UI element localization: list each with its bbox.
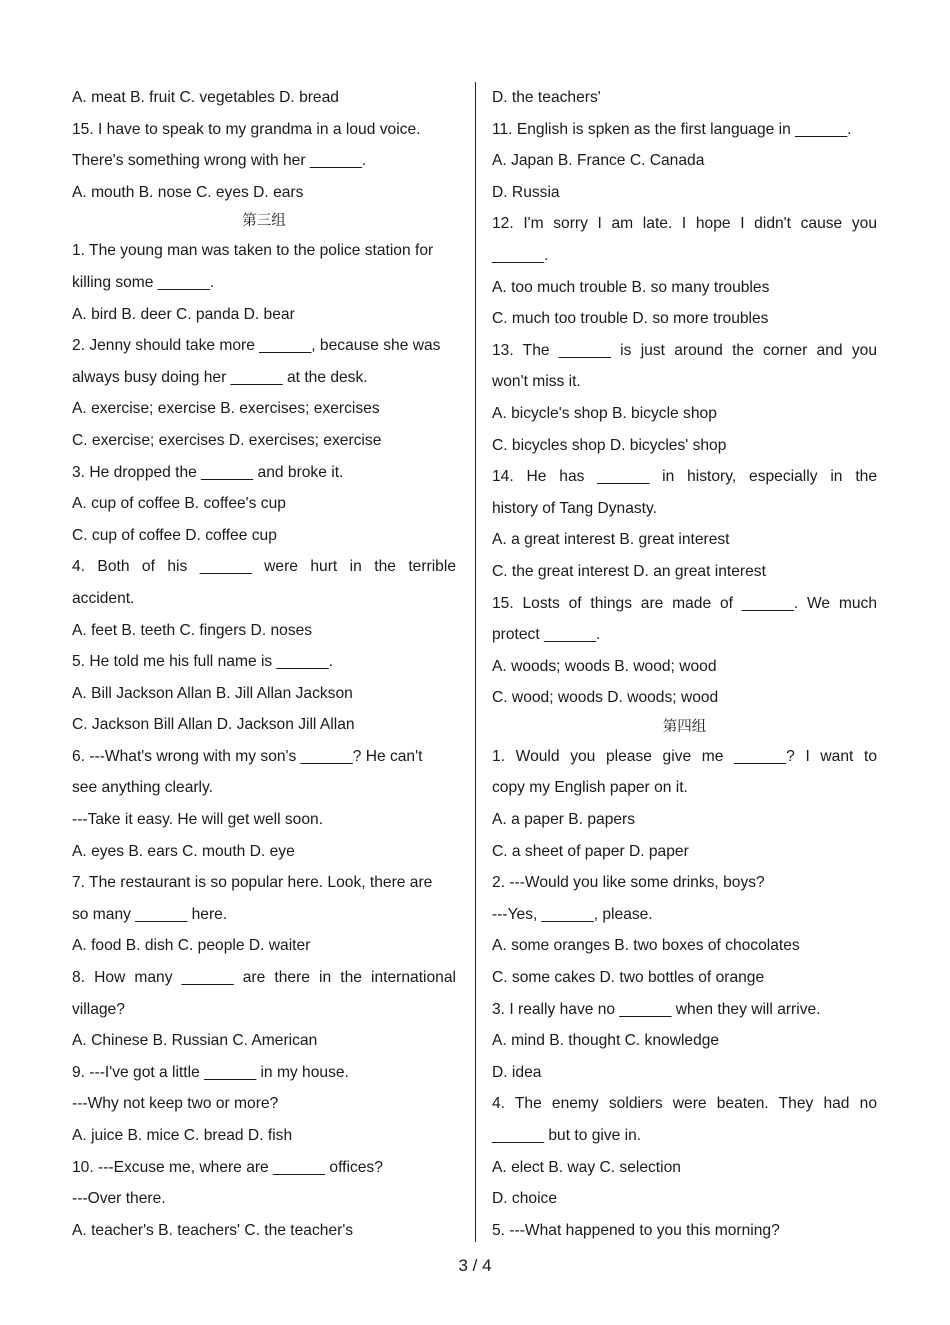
text-line: C. much too trouble D. so more troubles	[492, 310, 769, 328]
text-line: C. the great interest D. an great interest	[492, 562, 766, 580]
text-line: A. a great interest B. great interest	[492, 531, 730, 549]
text-line: 9. ---I've got a little ______ in my house.	[72, 1063, 349, 1081]
text-line: A. Chinese B. Russian C. American	[72, 1032, 318, 1050]
text-line: 8. How many ______ are there in the international	[72, 969, 456, 987]
text-line: A. feet B. teeth C. fingers D. noses	[72, 621, 313, 639]
right-column	[492, 82, 877, 1246]
text-line: A. cup of coffee B. coffee's cup	[72, 495, 286, 513]
text-line: C. some cakes D. two bottles of orange	[492, 969, 765, 987]
text-line: 4. Both of his ______ were hurt in the terrible	[72, 558, 456, 576]
text-line: C. Jackson Bill Allan D. Jackson Jill Allan	[72, 716, 355, 734]
text-line: accident.	[72, 589, 135, 607]
text-line: 2. ---Would you like some drinks, boys?	[492, 874, 765, 892]
text-line: C. exercise; exercises D. exercises; exercise	[72, 431, 382, 449]
text-line: A. exercise; exercise B. exercises; exercises	[72, 400, 380, 418]
text-line: A. Japan B. France C. Canada	[492, 152, 705, 170]
text-line: A. woods; woods B. wood; wood	[492, 657, 717, 675]
text-line: village?	[72, 1000, 125, 1018]
text-line: A. some oranges B. two boxes of chocolates	[492, 937, 800, 955]
text-line: C. cup of coffee D. coffee cup	[72, 526, 277, 544]
text-line: A. mouth B. nose C. eyes D. ears	[72, 183, 304, 201]
text-line: 1. Would you please give me ______? I want to	[492, 747, 877, 765]
text-line: C. bicycles shop D. bicycles' shop	[492, 436, 727, 454]
text-line: ---Yes, ______, please.	[492, 905, 653, 923]
text-line: There's something wrong with her ______.	[72, 152, 367, 170]
text-line: so many ______ here.	[72, 905, 228, 923]
text-line: ______.	[492, 246, 549, 264]
text-line: D. choice	[492, 1190, 558, 1208]
text-line: 6. ---What's wrong with my son's ______? He can't	[72, 747, 423, 765]
text-line: 5. He told me his full name is ______.	[72, 653, 333, 671]
text-line: A. mind B. thought C. knowledge	[492, 1032, 720, 1050]
text-line: 3. He dropped the ______ and broke it.	[72, 463, 344, 481]
text-line: C. a sheet of paper D. paper	[492, 842, 689, 860]
column-divider	[475, 82, 476, 1242]
text-line: 7. The restaurant is so popular here. Look, there are	[72, 874, 433, 892]
text-line: C. wood; woods D. woods; wood	[492, 689, 719, 707]
text-line: A. food B. dish C. people D. waiter	[72, 937, 311, 955]
text-line: A. elect B. way C. selection	[492, 1158, 681, 1176]
text-line: A. teacher's B. teachers' C. the teacher's	[72, 1221, 354, 1239]
text-line: A. bicycle's shop B. bicycle shop	[492, 404, 717, 422]
text-line: 11. English is spken as the first language in ______.	[492, 120, 852, 138]
text-line: ---Take it easy. He will get well soon.	[72, 811, 324, 829]
text-line: 5. ---What happened to you this morning?	[492, 1221, 780, 1239]
text-line: 12. I'm sorry I am late. I hope I didn't cause you	[492, 215, 877, 233]
text-line: 3. I really have no ______ when they will arrive.	[492, 1000, 821, 1018]
text-line: A. eyes B. ears C. mouth D. eye	[72, 842, 295, 860]
text-line: A. juice B. mice C. bread D. fish	[72, 1127, 293, 1144]
text-line: killing some ______.	[72, 273, 215, 291]
text-line: history of Tang Dynasty.	[492, 499, 657, 517]
text-line: A. a paper B. papers	[492, 811, 636, 829]
text-line: always busy doing her ______ at the desk.	[72, 368, 368, 386]
left-column	[72, 82, 456, 1246]
text-line: 4. The enemy soldiers were beaten. They had no	[492, 1095, 877, 1113]
text-line: ---Over there.	[72, 1190, 166, 1208]
text-line: 15. Losts of things are made of ______. We much	[492, 594, 877, 612]
text-line: ---Why not keep two or more?	[72, 1095, 279, 1113]
text-line: 14. He has ______ in history, especially in the	[492, 468, 877, 486]
text-line: 10. ---Excuse me, where are ______ offices?	[72, 1158, 383, 1176]
text-line: protect ______.	[492, 626, 601, 644]
text-line: 13. The ______ is just around the corner and you	[492, 341, 877, 359]
page-number: 3 / 4	[458, 1256, 492, 1275]
section-heading: 第三组	[242, 213, 286, 230]
text-line: 1. The young man was taken to the police station for	[72, 242, 434, 260]
text-line: A. meat B. fruit C. vegetables D. bread	[72, 89, 339, 106]
text-line: A. bird B. deer C. panda D. bear	[72, 305, 295, 323]
text-line: see anything clearly.	[72, 779, 213, 797]
text-line: D. Russia	[492, 183, 560, 201]
text-line: copy my English paper on it.	[492, 779, 688, 797]
text-line: A. Bill Jackson Allan B. Jill Allan Jackson	[72, 684, 353, 702]
text-line: D. the teachers'	[492, 89, 601, 106]
section-heading: 第四组	[662, 718, 707, 735]
text-line: 15. I have to speak to my grandma in a loud voice.	[72, 120, 421, 138]
text-line: D. idea	[492, 1063, 542, 1081]
text-line: 2. Jenny should take more ______, because she was	[72, 337, 441, 355]
text-line: ______ but to give in.	[492, 1127, 642, 1144]
text-line: A. too much trouble B. so many troubles	[492, 278, 770, 296]
text-line: won't miss it.	[492, 373, 581, 391]
